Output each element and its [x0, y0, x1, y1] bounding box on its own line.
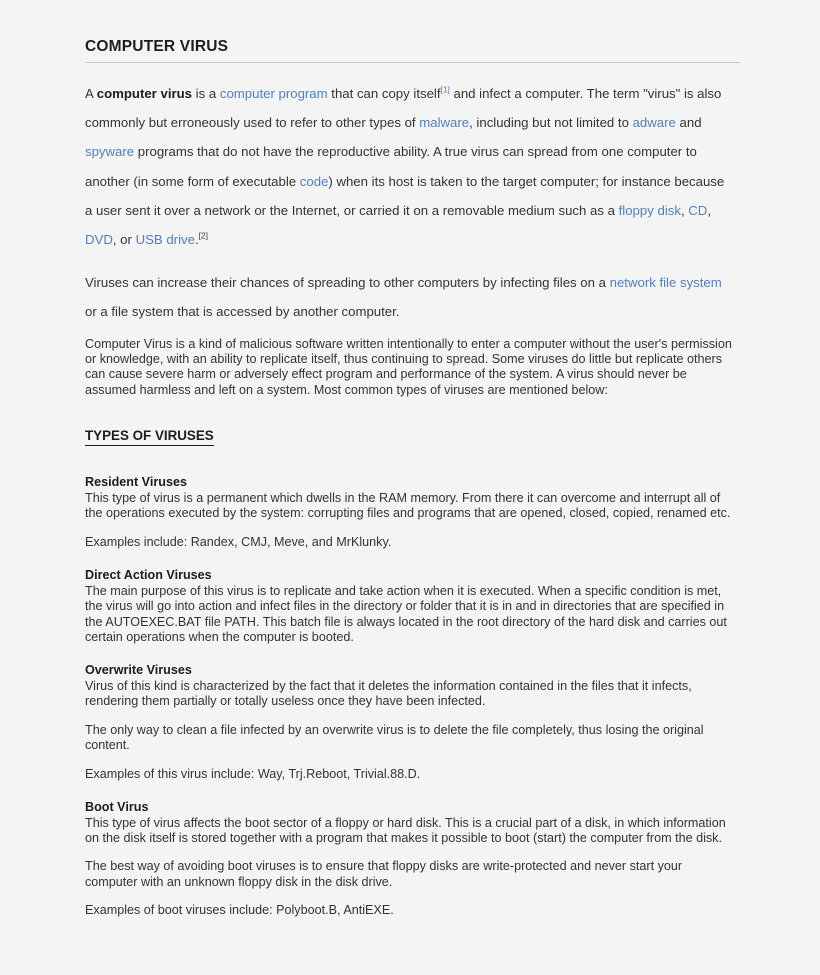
- intro-text-11: , or: [112, 232, 136, 248]
- types-of-viruses-section: [85, 427, 735, 446]
- link-network-file-system[interactable]: network file system: [609, 275, 722, 291]
- section-title-resident-viruses: Resident Viruses: [85, 475, 187, 490]
- intro-paragraph-1: [85, 79, 735, 254]
- section-title-boot-virus: Boot Virus: [85, 800, 149, 815]
- section-title-overwrite-viruses: Overwrite Viruses: [85, 663, 192, 678]
- link-code[interactable]: code: [299, 173, 329, 189]
- intro-text-10: ,: [707, 202, 711, 218]
- section-title-direct-action-viruses: Direct Action Viruses: [85, 568, 212, 583]
- section-body-resident-viruses: This type of virus is a permanent which dwells in the RAM memory. From there it can overcome and interrupt all of the operations executed by the system: corrupting files and programs that are opened, closed, copied, renamed etc.: [85, 490, 731, 521]
- intro-text-3: that can copy itself: [327, 86, 441, 102]
- virus-type-boot: [85, 800, 735, 919]
- section-extra-boot-virus: The best way of avoiding boot viruses is to ensure that floppy disks are write-protected and never start your computer with an unknown floppy disk in the disk drive.: [85, 859, 683, 889]
- section-body-boot-virus: This type of virus affects the boot sector of a floppy or hard disk. This is a crucial part of a disk, in which information on the disk itself is stored together with a program that makes it possible to boot (start) the computer from the disk.: [85, 815, 726, 846]
- types-of-viruses-heading: TYPES OF VIRUSES: [85, 428, 214, 446]
- intro2-text-1: Viruses can increase their chances of spreading to other computers by infecting files on a: [85, 275, 610, 291]
- bold-term-computer-virus: computer virus: [96, 86, 193, 102]
- link-computer-program[interactable]: computer program: [219, 86, 328, 102]
- virus-type-resident: [85, 475, 735, 550]
- section-extra-overwrite-viruses: The only way to clean a file infected by an overwrite virus is to delete the file completely, thus losing the original content.: [85, 722, 704, 753]
- reference-marker-1[interactable]: [1]: [440, 84, 450, 95]
- intro-text-5: , including but not limited to: [469, 115, 633, 131]
- link-malware[interactable]: malware: [419, 115, 470, 131]
- link-spyware[interactable]: spyware: [85, 144, 135, 160]
- intro-text-12: .: [194, 232, 199, 248]
- link-usb-drive[interactable]: USB drive: [135, 232, 195, 248]
- link-cd[interactable]: CD: [688, 202, 708, 218]
- link-dvd[interactable]: DVD: [85, 232, 113, 248]
- intro2-text-2: or a file system that is accessed by another computer.: [85, 304, 400, 320]
- section-examples-overwrite-viruses: Examples of this virus include: Way, Trj.Reboot, Trivial.88.D.: [85, 766, 421, 781]
- virus-type-overwrite: [85, 663, 735, 782]
- virus-type-direct-action: [85, 568, 735, 645]
- intro-text-4: and infect a computer. The term "virus" is also commonly but erroneously used to refer to other types of: [85, 86, 722, 131]
- link-adware[interactable]: adware: [632, 115, 676, 131]
- intro-paragraph-2: [85, 268, 735, 326]
- intro-text-2: is a: [192, 86, 220, 102]
- intro-text-6: and: [675, 115, 702, 131]
- section-examples-resident-viruses: Examples include: Randex, CMJ, Meve, and MrKlunky.: [85, 534, 392, 549]
- section-examples-boot-virus: Examples of boot viruses include: Polyboot.B, AntiEXE.: [85, 903, 394, 918]
- section-body-overwrite-viruses: Virus of this kind is characterized by the fact that it deletes the information contained in the files that it infects, rendering them partially or totally useless once they have been infected.: [85, 679, 692, 709]
- page-title: COMPUTER VIRUS: [85, 38, 229, 55]
- intro-text-1: A: [85, 86, 97, 102]
- section-body-direct-action-viruses: The main purpose of this virus is to replicate and take action when it is executed. When a specific condition is met, the virus will go into action and infect files in the directory or folder that it is in and in directories that are specified in the AUTOEXEC.BAT file PATH. This batch file is always located in the root directory of the hard disk and carries out certain operations when the computer is booted.: [85, 583, 727, 644]
- title-divider: [85, 62, 740, 63]
- intro-text-8: ) when its host is taken to the target computer; for instance because a user sent it over a network or the Internet, or carried it on a removable medium such as a: [85, 173, 725, 218]
- reference-marker-2[interactable]: [2]: [198, 230, 208, 241]
- link-floppy-disk[interactable]: floppy disk: [618, 202, 681, 218]
- intro-text-7: programs that do not have the reproductive ability. A true virus can spread from one computer to another (in some form of executable: [85, 144, 697, 189]
- intro-paragraph-3: Computer Virus is a kind of malicious software written intentionally to enter a computer without the user's permission or knowledge, with an ability to replicate itself, thus continuing to spread. Some viruses do little but replicate others can cause severe harm or adversely effect program and performance of the system. A virus should never be assumed harmless and left on a system. Most common types of viruses are mentioned below:: [85, 336, 732, 397]
- intro-text-9: ,: [680, 202, 689, 218]
